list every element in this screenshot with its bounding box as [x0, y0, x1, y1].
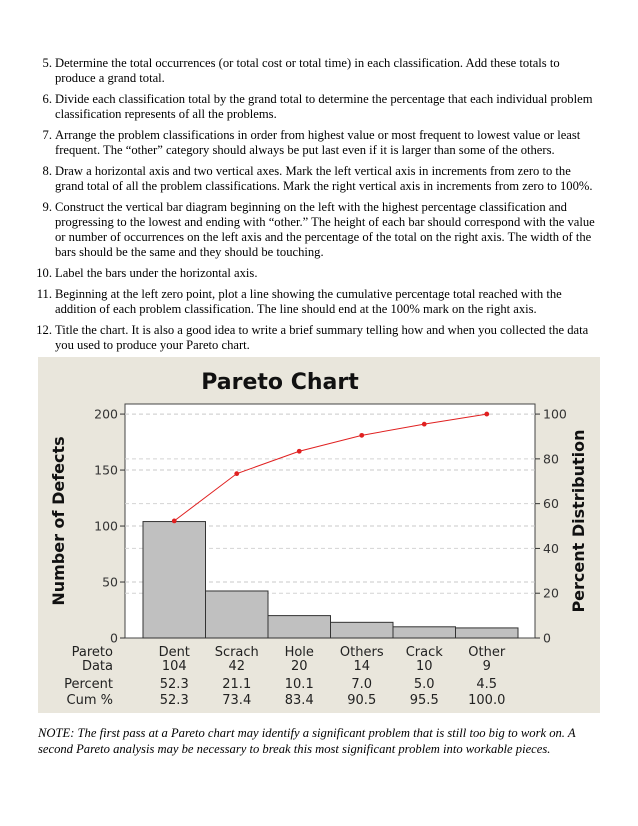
- percent-value: 7.0: [351, 677, 373, 692]
- step-10: [38, 266, 600, 281]
- bar-other: [456, 628, 519, 638]
- left-tick-label: 150: [94, 462, 118, 478]
- step-number: 11.: [36, 287, 52, 301]
- left-tick-label: 50: [102, 574, 118, 590]
- step-text: Construct the vertical bar diagram beginning on the left with the highest percentage classification and progressing to the lowest and ending with “other.” The height of each bar should correspond with the value or number of occurrences on the left axis and the percentage of the total on the right axis. The width of the bars should be the same and they should be touching.: [55, 200, 595, 259]
- cum-percent-value: 73.4: [222, 693, 252, 708]
- bar-crack: [393, 627, 456, 638]
- step-number: 5.: [42, 56, 52, 70]
- table-row-label: Data: [81, 659, 113, 674]
- cumulative-point: [172, 518, 177, 523]
- bar-others: [331, 622, 394, 638]
- data-value: 104: [161, 659, 187, 674]
- step-number: 8.: [42, 164, 52, 178]
- table-row-label: Cum %: [66, 693, 113, 708]
- step-9: [38, 200, 600, 260]
- step-text: Determine the total occurrences (or total cost or total time) in each classification. Add these totals to produce a grand total.: [55, 56, 560, 85]
- right-tick-label: 80: [543, 451, 559, 467]
- cum-percent-value: 100.0: [468, 693, 506, 708]
- y2-axis-label: Percent Distribution: [569, 429, 588, 613]
- data-value: 9: [482, 659, 491, 674]
- percent-value: 21.1: [222, 677, 252, 692]
- step-11: [38, 287, 600, 317]
- footnote: NOTE: The first pass at a Pareto chart may identify a significant problem that is still too big to work on. A second Pareto analysis may be necessary to break this most significant problem into workable pieces.: [38, 726, 576, 756]
- right-tick-label: 0: [543, 630, 551, 646]
- category-label: Dent: [158, 645, 190, 660]
- table-row-label: Pareto: [71, 645, 113, 660]
- bar-scrach: [206, 591, 269, 638]
- step-number: 12.: [36, 323, 52, 337]
- right-tick-label: 20: [543, 585, 559, 601]
- data-value: 14: [353, 659, 371, 674]
- step-number: 6.: [42, 92, 52, 106]
- cum-percent-value: 83.4: [284, 693, 314, 708]
- data-value: 42: [228, 659, 246, 674]
- step-number: 7.: [42, 128, 52, 142]
- cum-percent-value: 52.3: [159, 693, 189, 708]
- percent-value: 10.1: [284, 677, 314, 692]
- percent-value: 52.3: [159, 677, 189, 692]
- category-label: Others: [339, 645, 384, 660]
- step-12: [38, 323, 600, 353]
- left-axis: [94, 407, 125, 646]
- table-row-label: Percent: [64, 677, 113, 692]
- cum-percent-value: 90.5: [347, 693, 377, 708]
- cum-percent-value: 95.5: [409, 693, 439, 708]
- step-text: Beginning at the left zero point, plot a line showing the cumulative percentage total reached with the addition of each problem classification. The line should end at the 100% mark on the right axis.: [55, 287, 562, 316]
- left-tick-label: 200: [94, 406, 118, 422]
- category-label: Other: [468, 645, 506, 660]
- cumulative-point: [359, 433, 364, 438]
- cumulative-point: [422, 422, 427, 427]
- left-tick-label: 0: [110, 630, 118, 646]
- pareto-chart-panel: [38, 357, 600, 713]
- step-7: [38, 128, 600, 158]
- cumulative-point: [234, 471, 239, 476]
- right-tick-label: 40: [543, 540, 559, 556]
- step-number: 10.: [36, 266, 52, 280]
- step-text: Label the bars under the horizontal axis.: [55, 266, 258, 280]
- left-tick-label: 100: [94, 518, 118, 534]
- category-label: Scrach: [214, 645, 259, 660]
- step-text: Title the chart. It is also a good idea to write a brief summary telling how and when you collected the data you used to produce your Pareto chart.: [55, 323, 589, 352]
- data-value: 10: [415, 659, 433, 674]
- chart-title: Pareto Chart: [201, 370, 359, 395]
- bar-hole: [268, 616, 331, 638]
- category-label: Crack: [405, 645, 443, 660]
- category-label: Hole: [284, 645, 314, 660]
- y-axis-label: Number of Defects: [49, 436, 68, 606]
- step-number: 9.: [42, 200, 52, 214]
- bar-dent: [143, 522, 206, 638]
- right-axis: [535, 407, 567, 646]
- step-text: Arrange the problem classifications in order from highest value or most frequent to lowest value or least frequent. The “other” category should always be put last even if it is larger than some of the others.: [55, 128, 581, 157]
- instruction-steps: [38, 56, 600, 359]
- right-tick-label: 60: [543, 496, 559, 512]
- cumulative-point: [297, 449, 302, 454]
- step-text: Divide each classification total by the grand total to determine the percentage that each individual problem classification represents of all the problems.: [55, 92, 593, 121]
- cumulative-point: [484, 412, 489, 417]
- percent-value: 4.5: [476, 677, 498, 692]
- step-6: [38, 92, 600, 122]
- step-text: Draw a horizontal axis and two vertical axes. Mark the left vertical axis in increments from zero to the grand total of all the problem classifications. Mark the right vertical axis in increments from zero to 100%.: [55, 164, 593, 193]
- data-value: 20: [290, 659, 308, 674]
- data-table: [64, 645, 506, 708]
- step-5: [38, 56, 600, 86]
- step-8: [38, 164, 600, 194]
- pareto-chart: [38, 357, 600, 713]
- right-tick-label: 100: [543, 406, 567, 422]
- percent-value: 5.0: [413, 677, 435, 692]
